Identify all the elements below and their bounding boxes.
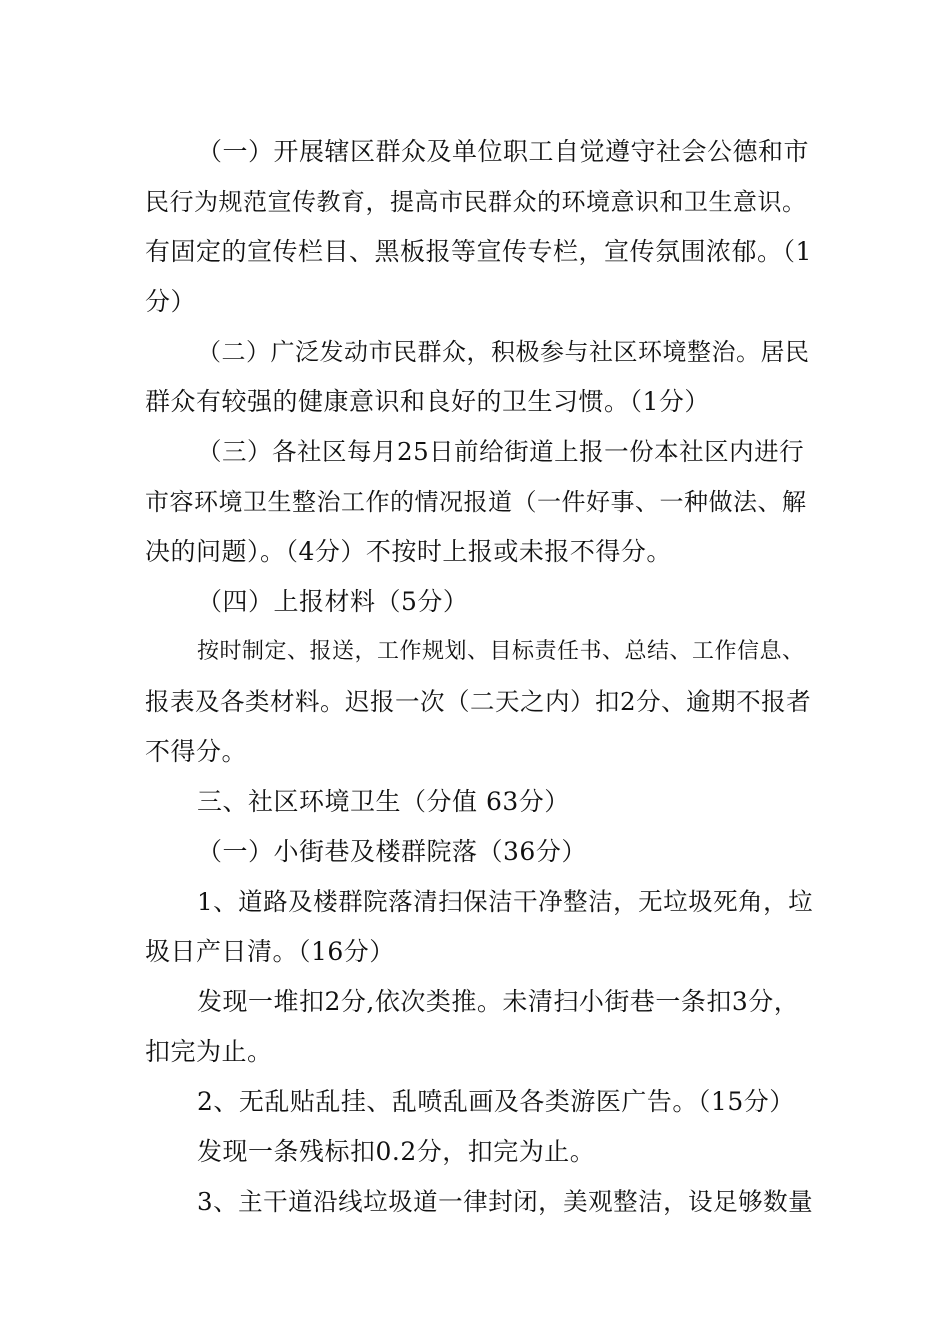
paragraph-line: 不得分。 xyxy=(145,737,248,766)
paragraph-line: （一）开展辖区群众及单位职工自觉遵守社会公德和市 xyxy=(197,137,810,166)
paragraph-line: 市容环境卫生整治工作的情况报道（一件好事、一种做法、解 xyxy=(145,488,807,516)
paragraph-line: 2、无乱贴乱挂、乱喷乱画及各类游医广告。（15分） xyxy=(197,1087,795,1116)
paragraph-line: 1、道路及楼群院落清扫保洁干净整洁，无垃圾死角，垃 xyxy=(197,887,814,916)
paragraph-line: 按时制定、报送，工作规划、目标责任书、总结、工作信息、 xyxy=(197,639,805,664)
paragraph-line: 分） xyxy=(145,287,197,316)
paragraph-line: 发现一条残标扣0.2分，扣完为止。 xyxy=(197,1137,596,1166)
paragraph-line: 3、主干道沿线垃圾道一律封闭，美观整洁，设足够数量 xyxy=(197,1187,814,1216)
paragraph-line: 决的问题）。（4分）不按时上报或未报不得分。 xyxy=(145,537,672,566)
paragraph-line: 圾日产日清。（16分） xyxy=(145,937,395,966)
paragraph-line: （三）各社区每月25日前给街道上报一份本社区内进行 xyxy=(197,437,805,466)
section-heading: 三、社区环境卫生（分值 63分） xyxy=(197,787,570,816)
section-heading: （一）小街巷及楼群院落（36分） xyxy=(197,837,587,866)
paragraph-line: 有固定的宣传栏目、黑板报等宣传专栏，宣传氛围浓郁。（1 xyxy=(145,237,812,266)
paragraph-line: 扣完为止。 xyxy=(145,1037,273,1066)
paragraph-line: 发现一堆扣2分,依次类推。未清扫小街巷一条扣3分， xyxy=(197,987,800,1016)
paragraph-line: 报表及各类材料。迟报一次（二天之内）扣2分、逾期不报者 xyxy=(145,687,812,716)
paragraph-line: 民行为规范宣传教育，提高市民群众的环境意识和卫生意识。 xyxy=(145,188,807,216)
paragraph-line: 群众有较强的健康意识和良好的卫生习惯。（1分） xyxy=(145,387,710,416)
section-heading: （四）上报材料（5分） xyxy=(197,587,469,616)
paragraph-line: （二）广泛发动市民群众，积极参与社区环境整治。居民 xyxy=(197,338,810,366)
